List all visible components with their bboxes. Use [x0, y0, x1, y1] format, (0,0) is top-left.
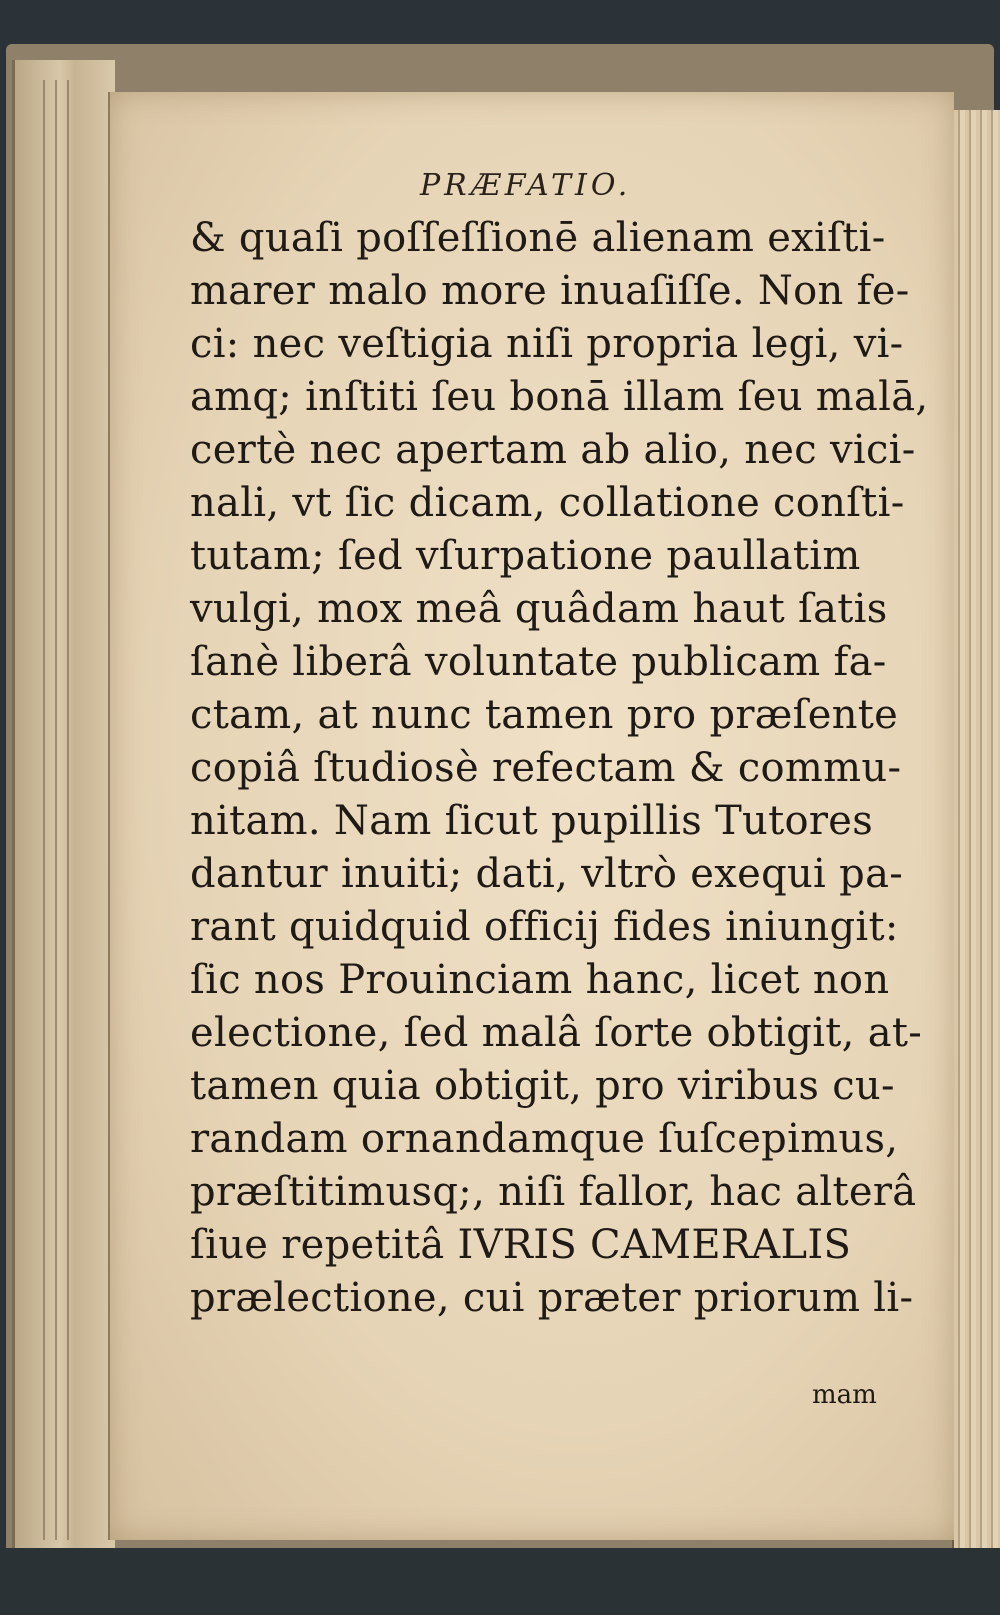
- body-text: [190, 212, 929, 1325]
- text-line: ſiue repetitâ IVRIS CAMERALIS: [190, 1222, 852, 1268]
- text-line: certè nec apertam ab alio, nec vici-: [190, 427, 916, 473]
- text-line: ſanè liberâ voluntate publicam fa-: [190, 639, 887, 685]
- text-line: nitam. Nam ſicut pupillis Tutores: [190, 798, 874, 844]
- text-line: ctam, at nunc tamen pro præſente: [190, 692, 899, 738]
- background-bottom: [0, 1548, 1000, 1615]
- text-line: ci: nec veſtigia niſi propria legi, vi-: [190, 321, 904, 367]
- text-line: rant quidquid officij fides iniungit:: [190, 904, 899, 950]
- text-line: tutam; ſed vſurpatione paullatim: [190, 533, 861, 579]
- right-page-stack: [952, 110, 1000, 1610]
- text-line: randam ornandamque ſuſcepimus,: [190, 1116, 899, 1162]
- text-line: tamen quia obtigit, pro viribus cu-: [190, 1063, 895, 1109]
- text-line: copiâ ſtudiosè refectam & commu-: [190, 745, 902, 791]
- catchword: mam: [812, 1380, 877, 1410]
- text-line: marer malo more inuaſiſſe. Non fe-: [190, 268, 910, 314]
- text-line: nali, vt ſic dicam, collatione conſti-: [190, 480, 905, 526]
- page-edge-line: [43, 80, 45, 1540]
- text-line: ſic nos Prouinciam hanc, licet non: [190, 957, 890, 1003]
- text-line: dantur inuiti; dati, vltrò exequi pa-: [190, 851, 904, 897]
- text-line: prælectione, cui præter priorum li-: [190, 1275, 914, 1321]
- text-line: præſtitimusq;, niſi fallor, hac alterâ: [190, 1169, 917, 1215]
- text-line: & quaſi poſſeſſionē alienam exiſti-: [190, 215, 886, 261]
- text-line: vulgi, mox meâ quâdam haut ſatis: [190, 586, 888, 632]
- text-line: amq; inſtiti ſeu bonā illam ſeu malā,: [190, 374, 929, 420]
- running-header: PRÆFATIO.: [420, 168, 632, 203]
- page-edge-line: [67, 80, 69, 1540]
- text-line: electione, ſed malâ ſorte obtigit, at-: [190, 1010, 923, 1056]
- left-page-edges: [12, 60, 115, 1560]
- page-edge-line: [55, 80, 57, 1540]
